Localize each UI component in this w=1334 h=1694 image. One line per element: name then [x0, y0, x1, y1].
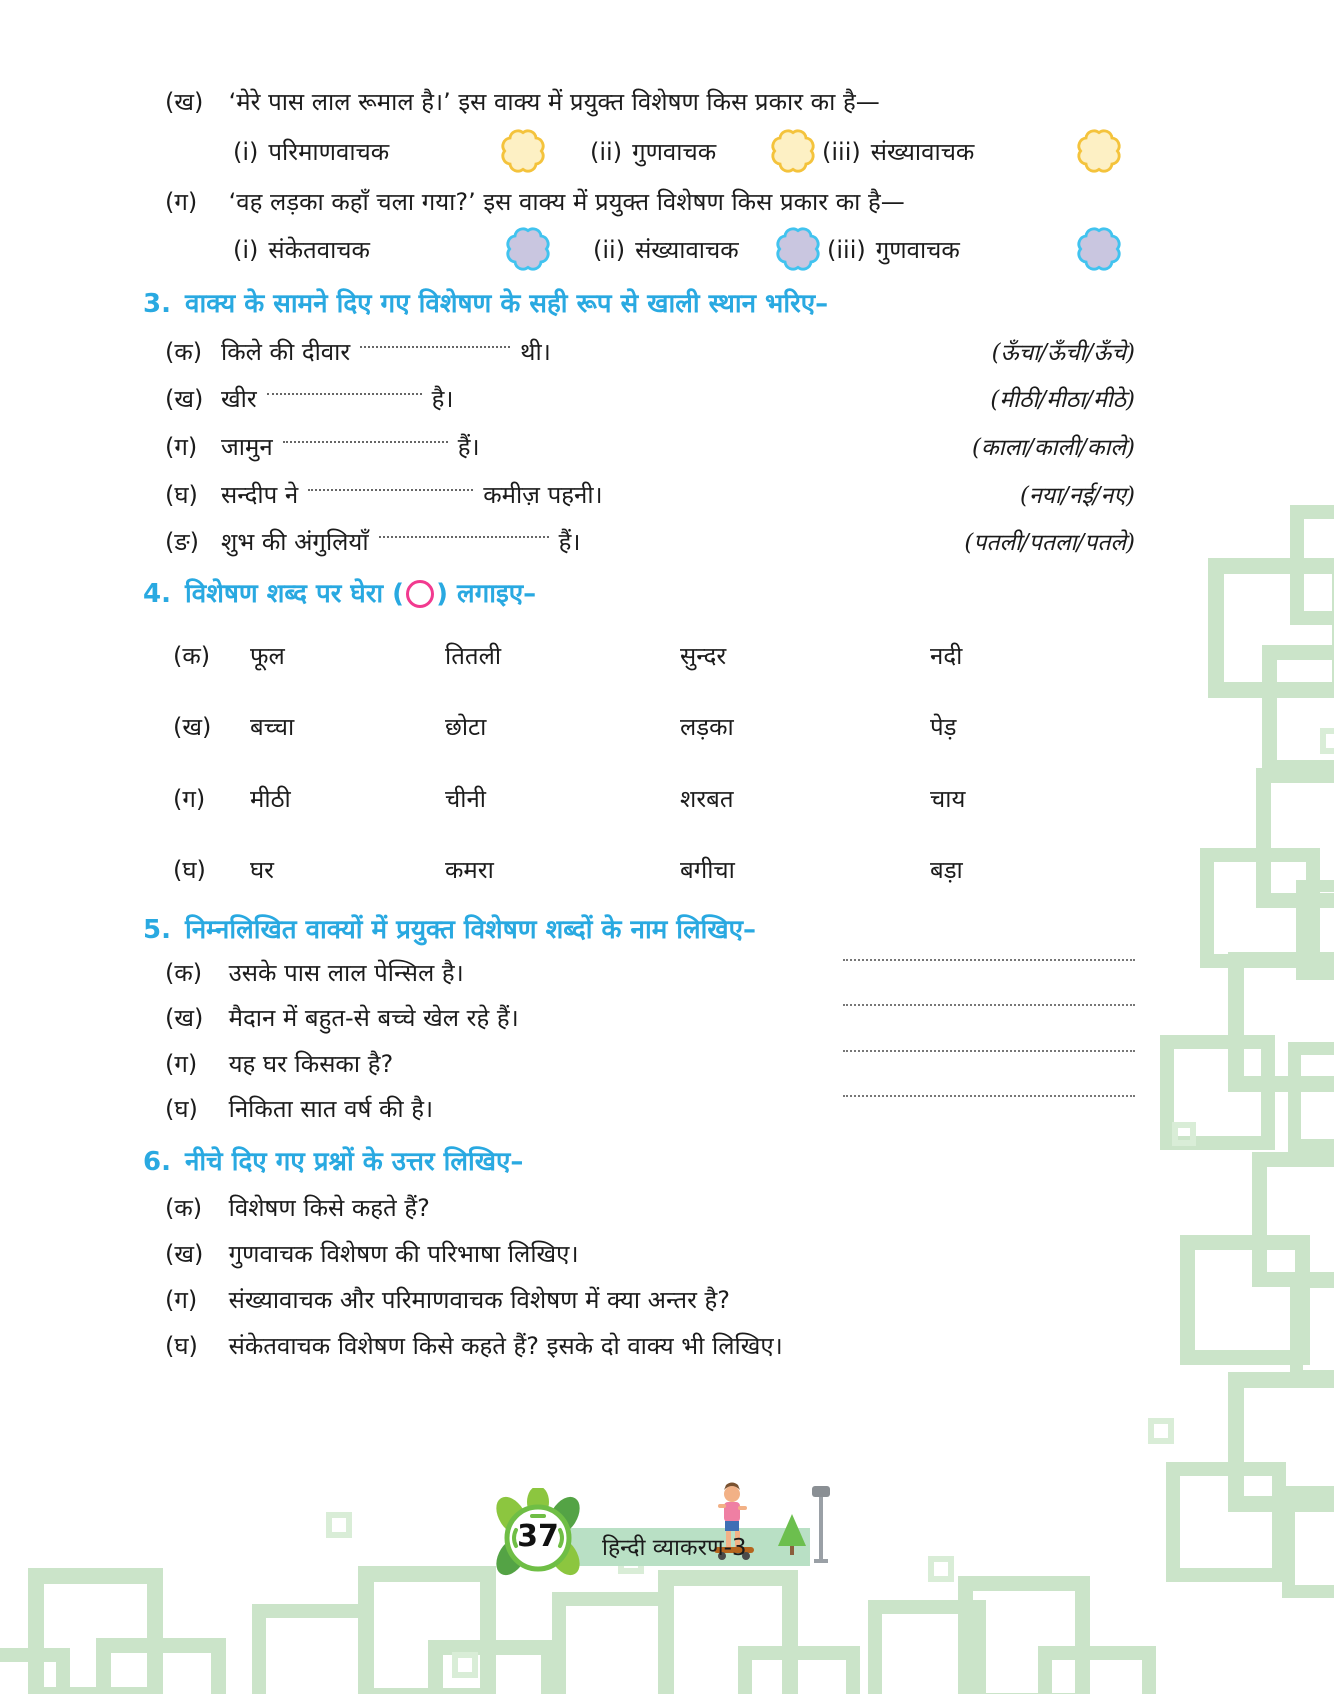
fill-item — [165, 524, 1135, 561]
options-hint: (मीठी/मीठा/मीठे) — [990, 387, 1135, 413]
item-text-after: थी। — [520, 338, 551, 366]
mcq-option — [822, 134, 974, 170]
deco-square — [1282, 1486, 1334, 1598]
section-3-heading — [143, 286, 1135, 322]
sentence-item — [165, 1000, 1135, 1036]
answer-line[interactable] — [843, 959, 1135, 961]
answer-flower-icon[interactable] — [500, 128, 546, 174]
deco-square — [1262, 645, 1334, 775]
circle-icon — [406, 580, 434, 608]
option-number: (ii) — [593, 236, 626, 264]
sentence-item — [165, 955, 1135, 991]
options-hint: (पतली/पतला/पतले) — [964, 530, 1135, 556]
word-cell[interactable]: मीठी — [250, 785, 291, 813]
deco-square — [1166, 1462, 1286, 1582]
row-label: (क) — [173, 642, 211, 670]
worksheet-content — [143, 0, 1135, 1694]
item-text: संकेतवाचक विशेषण किसे कहते हैं? इसके दो वाक्य भी लिखिए। — [228, 1332, 783, 1360]
row-label: (घ) — [173, 856, 206, 884]
section-title: नीचे दिए गए प्रश्नों के उत्तर लिखिए– — [185, 1147, 524, 1177]
row-label: (ख) — [173, 713, 212, 741]
option-text: संख्यावाचक — [870, 138, 975, 166]
word-cell[interactable]: छोटा — [445, 713, 487, 741]
mcq-option — [233, 134, 389, 170]
deco-square — [1320, 728, 1334, 754]
tree-icon — [778, 1514, 806, 1546]
answer-flower-icon[interactable] — [770, 128, 816, 174]
item-text: यह घर किसका है? — [228, 1050, 394, 1078]
mcq-options-row — [165, 226, 1135, 278]
fill-item — [165, 477, 1135, 514]
row-label: (ग) — [173, 785, 206, 813]
option-text: परिमाणवाचक — [268, 138, 390, 166]
lamp-head — [812, 1486, 830, 1497]
item-label: (घ) — [165, 481, 198, 509]
fill-blank[interactable] — [283, 441, 448, 443]
word-grid-row — [165, 852, 1135, 888]
option-text: गुणवाचक — [632, 138, 717, 166]
option-number: (i) — [233, 236, 259, 264]
item-label: (क) — [165, 338, 203, 366]
question-text: ‘वह लड़का कहाँ चला गया?’ इस वाक्य में प्रयुक्त विशेषण किस प्रकार का है— — [228, 188, 905, 216]
options-hint: (ऊँचा/ऊँची/ऊँचे) — [991, 340, 1135, 366]
section-5-heading — [143, 912, 1135, 948]
word-cell[interactable]: तितली — [445, 642, 502, 670]
word-cell[interactable]: कमरा — [445, 856, 494, 884]
option-number: (iii) — [822, 138, 861, 166]
question-item — [165, 1236, 1135, 1272]
fill-blank[interactable] — [267, 393, 422, 395]
deco-square — [1148, 1418, 1174, 1444]
word-cell[interactable]: सुन्दर — [680, 642, 727, 670]
item-label: (ख) — [165, 1004, 204, 1032]
question-row — [165, 184, 1135, 220]
boy-arm — [718, 1504, 726, 1508]
word-cell[interactable]: चीनी — [445, 785, 486, 813]
option-text: संख्यावाचक — [635, 236, 739, 264]
answer-line[interactable] — [843, 1004, 1135, 1006]
item-label: (घ) — [165, 1332, 198, 1360]
word-cell[interactable]: लड़का — [680, 713, 734, 741]
word-grid-row — [165, 709, 1135, 745]
deco-square — [1290, 1275, 1334, 1383]
sentence-item — [165, 1091, 1135, 1127]
word-cell[interactable]: बच्चा — [250, 713, 295, 741]
word-cell[interactable]: बड़ा — [930, 856, 963, 884]
section-number: 3. — [143, 289, 171, 319]
word-cell[interactable]: बगीचा — [680, 856, 735, 884]
item-text-after: हैं। — [457, 433, 480, 461]
answer-line[interactable] — [843, 1095, 1135, 1097]
answer-flower-icon[interactable] — [505, 226, 551, 272]
section-number: 5. — [143, 915, 171, 945]
answer-flower-icon[interactable] — [1076, 226, 1122, 272]
item-text: विशेषण किसे कहते हैं? — [228, 1194, 430, 1222]
page-footer — [490, 1488, 850, 1588]
lamp-pole — [819, 1497, 823, 1559]
item-text-after: है। — [431, 385, 454, 413]
item-text-after: कमीज़ पहनी। — [483, 481, 603, 509]
question-item — [165, 1282, 1135, 1318]
options-hint: (काला/काली/काले) — [971, 435, 1135, 461]
section-number: 6. — [143, 1147, 171, 1177]
word-cell[interactable]: घर — [250, 856, 274, 884]
word-cell[interactable]: फूल — [250, 642, 285, 670]
fill-item — [165, 334, 1135, 371]
word-cell[interactable]: पेड़ — [930, 713, 957, 741]
fill-blank[interactable] — [379, 536, 549, 538]
fill-blank[interactable] — [360, 346, 510, 348]
item-label: (ङ) — [165, 528, 200, 556]
item-label: (क) — [165, 1194, 203, 1222]
question-item — [165, 1190, 1135, 1226]
item-label: (ख) — [165, 385, 204, 413]
answer-line[interactable] — [843, 1050, 1135, 1052]
mcq-options-row — [165, 128, 1135, 180]
section-title: वाक्य के सामने दिए गए विशेषण के सही रूप से खाली स्थान भरिए– — [185, 289, 829, 319]
item-label: (घ) — [165, 1095, 198, 1123]
mcq-option — [827, 232, 960, 268]
tree-trunk — [790, 1546, 794, 1555]
option-number: (ii) — [590, 138, 623, 166]
boy-arm — [738, 1506, 747, 1510]
item-text-before: किले की दीवार — [221, 338, 351, 366]
section-6-heading — [143, 1144, 1135, 1180]
sentence-item — [165, 1046, 1135, 1082]
word-cell[interactable]: शरबत — [680, 785, 734, 813]
section-title: निम्नलिखित वाक्यों में प्रयुक्त विशेषण शब्दों के नाम लिखिए– — [185, 915, 757, 945]
item-label: (क) — [165, 959, 203, 987]
lamp-base — [814, 1559, 828, 1563]
item-text: उसके पास लाल पेन्सिल है। — [228, 959, 464, 987]
item-label: (ख) — [165, 1240, 204, 1268]
item-text-before: खीर — [221, 385, 257, 413]
word-grid-row — [165, 638, 1135, 674]
fill-item — [165, 429, 1135, 466]
boy-head — [724, 1486, 740, 1502]
section-4-heading — [143, 576, 1135, 612]
word-grid-row — [165, 781, 1135, 817]
mcq-option — [593, 232, 739, 268]
fill-blank[interactable] — [308, 489, 473, 491]
item-text: संख्यावाचक और परिमाणवाचक विशेषण में क्या अन्तर है? — [228, 1286, 730, 1314]
question-item — [165, 1328, 1135, 1364]
item-label: (ग) — [165, 1050, 198, 1078]
word-cell[interactable]: नदी — [930, 642, 963, 670]
deco-square — [1172, 1122, 1196, 1146]
deco-square — [1288, 1042, 1334, 1152]
item-text: गुणवाचक विशेषण की परिभाषा लिखिए। — [228, 1240, 579, 1268]
item-label: (ग) — [165, 1286, 198, 1314]
option-number: (iii) — [827, 236, 866, 264]
answer-flower-icon[interactable] — [775, 226, 821, 272]
options-hint: (नया/नई/नए) — [1019, 483, 1135, 509]
item-label: (ग) — [165, 433, 198, 461]
book-title: हिन्दी व्याकरण-3 — [602, 1535, 747, 1561]
item-text-before: शुभ की अंगुलियाँ — [221, 528, 369, 556]
fill-item — [165, 381, 1135, 418]
mcq-option — [233, 232, 370, 268]
answer-flower-icon[interactable] — [1076, 128, 1122, 174]
item-text: निकिता सात वर्ष की है। — [228, 1095, 434, 1123]
question-label: (ख) — [165, 88, 204, 116]
item-text-before: जामुन — [221, 433, 273, 461]
question-text: ‘मेरे पास लाल रूमाल है।’ इस वाक्य में प्रयुक्त विशेषण किस प्रकार का है— — [228, 88, 880, 116]
section-title-prefix: विशेषण शब्द पर घेरा ( — [185, 579, 405, 609]
option-text: संकेतवाचक — [268, 236, 370, 264]
option-number: (i) — [233, 138, 259, 166]
mcq-option — [590, 134, 716, 170]
section-number: 4. — [143, 579, 171, 609]
item-text-after: हैं। — [558, 528, 581, 556]
section-title-suffix: ) लगाइए– — [436, 579, 537, 609]
item-text-before: सन्दीप ने — [221, 481, 299, 509]
word-cell[interactable]: चाय — [930, 785, 966, 813]
question-label: (ग) — [165, 188, 198, 216]
page-number: 37 — [517, 1518, 559, 1554]
option-text: गुणवाचक — [875, 236, 960, 264]
deco-square — [0, 1648, 70, 1694]
question-row — [165, 84, 1135, 120]
item-text: मैदान में बहुत-से बच्चे खेल रहे हैं। — [228, 1004, 519, 1032]
boy-shirt — [724, 1502, 740, 1522]
